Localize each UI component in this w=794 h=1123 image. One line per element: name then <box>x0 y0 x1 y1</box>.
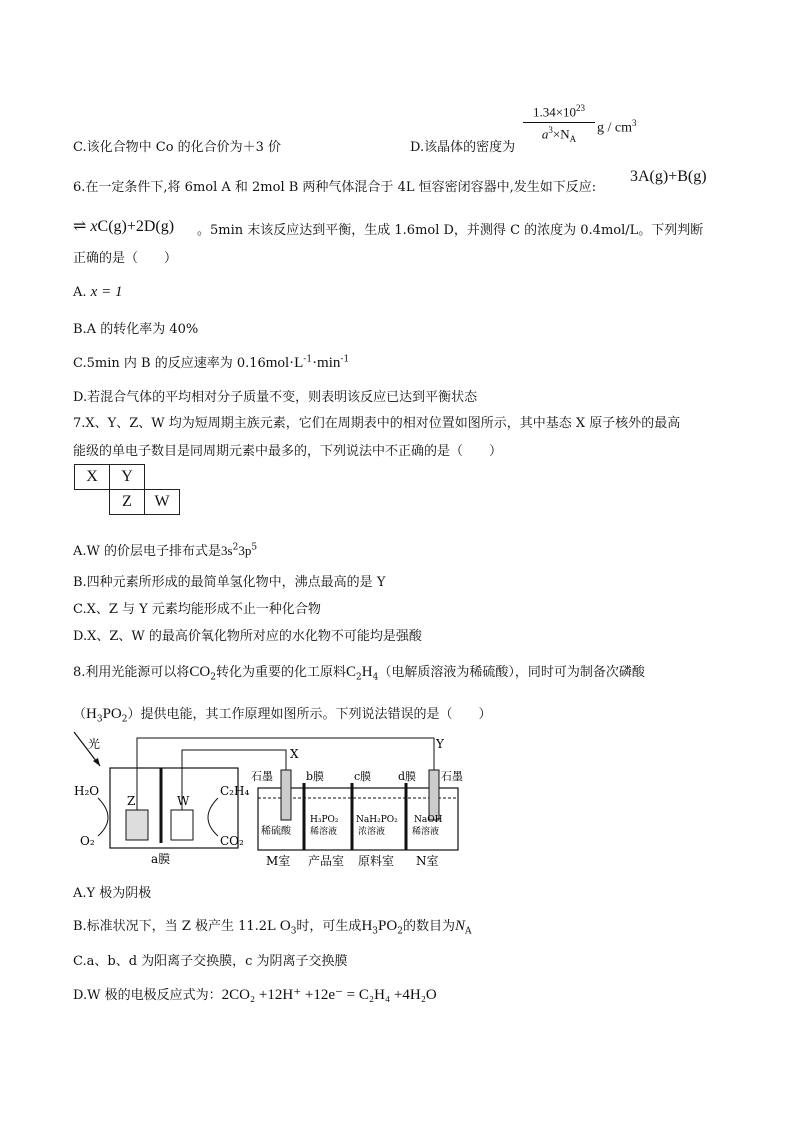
x-label: X <box>290 747 299 761</box>
product-liquid-1: H₃PO₂ <box>310 815 339 825</box>
q6-stem-line1: 6.在一定条件下,将 6mol A 和 2mol B 两种气体混合于 4L 恒容密闭容器中,发生如下反应: <box>73 180 597 195</box>
q8-option-b-na: N <box>454 918 465 934</box>
z-label: Z <box>127 794 136 808</box>
q6-option-d: D.若混合气体的平均相对分子质量不变，则表明该反应已达到平衡状态 <box>73 390 478 405</box>
q8-stem-line2 <box>73 703 492 725</box>
c-membrane-label: c膜 <box>354 770 372 783</box>
q7-stem-line2: 能级的单电子数目是同周期元素中最多的，下列说法中不正确的是（ ） <box>73 444 503 459</box>
h2o-label: H₂O <box>74 784 100 798</box>
q8-line1-a: 8.利用光能源可以将 <box>73 665 190 680</box>
q8-option-d <box>73 984 437 1004</box>
q6-stem-line3: 正确的是（ ） <box>73 251 178 266</box>
q8-line2-open: （ <box>73 707 87 722</box>
q5-option-d: D.该晶体的密度为 <box>410 140 516 155</box>
co2-arc <box>208 798 218 836</box>
q6-option-c-unit: mol·L <box>265 355 304 371</box>
density-den-mid: ×N <box>552 126 570 142</box>
q8-option-b <box>73 915 471 937</box>
w-label: W <box>177 794 190 808</box>
equilibrium-arrow: ⇌ <box>73 218 87 235</box>
q8-h3po2-s1: 3 <box>96 714 103 725</box>
q7-option-c: C.X、Z 与 Y 元素均能形成不止一种化合物 <box>73 602 321 617</box>
left-graphite-rod <box>281 770 291 820</box>
q8-h3po2-s2: 2 <box>121 714 128 725</box>
m-room-label: M室 <box>266 854 291 868</box>
y-label: Y <box>436 737 444 751</box>
q6-option-c-unit2: ·min <box>312 355 341 371</box>
q6-option-a-label: A. <box>73 285 87 300</box>
q8-stem-line1 <box>73 661 645 683</box>
q8-option-b-po: PO <box>378 918 398 934</box>
q7-option-b: B.四种元素所形成的最简单氢化物中，沸点最高的是 Y <box>73 575 386 590</box>
co2-label: CO₂ <box>220 834 244 848</box>
q6-x: x <box>90 218 98 235</box>
density-unit-text: g / cm <box>597 120 632 136</box>
q7-option-d: D.X、Z、W 的最高价氧化物所对应的水化物不可能均是强酸 <box>73 629 422 644</box>
z-electrode <box>126 810 148 840</box>
density-numerator-exp: 23 <box>576 103 586 113</box>
q7-stem-line1: 7.X、Y、Z、W 均为短周期主族元素，它们在周期表中的相对位置如图所示，其中基态 X 原子核外的最高 <box>73 416 681 431</box>
a-membrane-label: a膜 <box>151 852 171 866</box>
right-graphite-rod <box>429 770 439 820</box>
q7-option-a-text: A.W 的价层电子排布式是 <box>73 544 222 559</box>
q6-option-c <box>73 352 349 372</box>
q8-option-d-equation: 2CO₂ +12H⁺ +12e⁻ = C₂H₄ +4H₂O <box>221 987 437 1003</box>
h2o-arc <box>98 798 108 836</box>
periodic-cell-x: X <box>74 464 110 490</box>
q6-option-c-exp2: -1 <box>340 354 350 365</box>
q8-c2h4-c: C <box>346 664 357 680</box>
q6-option-c-exp1: -1 <box>303 354 313 365</box>
q6-option-a-math: x = 1 <box>90 284 123 300</box>
raw-room-label: 原料室 <box>358 854 395 868</box>
periodic-cell-y: Y <box>109 464 145 490</box>
q8-line2-rest: ）提供电能，其工作原理如图所示。下列说法错误的是（ ） <box>127 707 492 722</box>
product-liquid-2: 稀溶液 <box>310 827 338 837</box>
q8-option-b-b: 时，可生成 <box>296 919 362 934</box>
q5-option-c: C.该化合物中 Co 的化合价为＋3 价 <box>73 140 282 155</box>
o2-label: O₂ <box>80 834 95 848</box>
density-numerator: 1.34×10 <box>532 104 577 120</box>
q7-option-a-exp2: 5 <box>251 542 258 553</box>
raw-liquid-1: NaH₂PO₂ <box>356 815 398 825</box>
graphite-left-label: 石墨 <box>251 770 273 783</box>
b-membrane-label: b膜 <box>306 770 325 783</box>
q8-option-b-o3-sub: 3 <box>290 926 297 937</box>
w-electrode <box>171 810 193 840</box>
q8-option-d-text: D.W 极的电极反应式为： <box>73 988 222 1003</box>
density-den-exp: 3 <box>548 125 553 136</box>
q8-co2: CO <box>189 664 211 680</box>
periodic-cell-w: W <box>144 489 180 515</box>
q8-option-b-a: B.标准状况下，当 Z 极产生 11.2L <box>73 919 276 934</box>
q6-equation-products: C(g)+2D(g) <box>97 218 175 235</box>
light-label: 光 <box>88 737 101 751</box>
q8-option-a: A.Y 极为阴极 <box>73 886 152 901</box>
q8-option-c: C.a、b、d 为阳离子交换膜，c 为阴离子交换膜 <box>73 954 348 969</box>
q6-equation-left: 3A(g)+B(g) <box>630 168 707 185</box>
density-den-a: a <box>541 126 549 142</box>
q8-option-b-o3: O <box>279 918 291 934</box>
c2h4-label: C₂H₄ <box>220 784 250 798</box>
q7-option-a <box>73 540 257 559</box>
n-room-label: N室 <box>416 854 439 868</box>
product-room-label: 产品室 <box>308 854 345 868</box>
q8-option-b-na-sub: A <box>464 926 472 937</box>
q8-c2h4-h: H <box>361 664 373 680</box>
q6-option-b: B.A 的转化率为 40% <box>73 322 199 337</box>
q8-h3po2-p: PO <box>102 706 122 722</box>
q7-option-a-exp1: 2 <box>232 542 239 553</box>
q6-option-a <box>73 284 122 301</box>
q8-h3po2-h: H <box>86 706 97 722</box>
graphite-right-label: 石墨 <box>441 770 463 783</box>
n-liquid-1: NaOH <box>414 815 443 825</box>
n-liquid-2: 稀溶液 <box>412 827 440 837</box>
density-unit-exp: 3 <box>632 118 637 128</box>
electrolysis-figure <box>68 728 468 873</box>
raw-liquid-2: 浓溶液 <box>358 827 386 837</box>
q6-option-c-text: C.5min 内 B 的反应速率为 0.16 <box>73 356 266 371</box>
q8-c2h4-s2: 4 <box>372 672 379 683</box>
q8-option-b-h: H <box>361 918 373 934</box>
q8-co2-sub: 2 <box>210 672 216 683</box>
q6-equation-right <box>73 216 174 236</box>
periodic-cell-z: Z <box>109 489 145 515</box>
q8-option-b-h-sub: 3 <box>372 926 379 937</box>
density-unit <box>597 118 637 137</box>
density-den-sub: A <box>569 134 577 145</box>
q7-option-a-3s: 3s <box>221 543 233 558</box>
q8-line1-c: （电解质溶液为稀硫酸），同时可为制备次磷酸 <box>378 665 645 680</box>
density-fraction <box>523 103 595 144</box>
d-membrane-label: d膜 <box>398 770 417 783</box>
q8-option-b-c: 的数目为 <box>402 919 455 934</box>
q6-stem-line2: 。5min 末该反应达到平衡，生成 1.6mol D，并测得 C 的浓度为 0.4mol/L。下列判断 <box>197 223 704 238</box>
q8-option-b-po-sub: 2 <box>397 926 403 937</box>
q8-line1-b: 转化为重要的化工原料 <box>215 665 346 680</box>
q7-option-a-3p: 3p <box>238 543 252 558</box>
q8-c2h4-s1: 2 <box>356 672 362 683</box>
m-room-liquid: 稀硫酸 <box>261 826 291 837</box>
